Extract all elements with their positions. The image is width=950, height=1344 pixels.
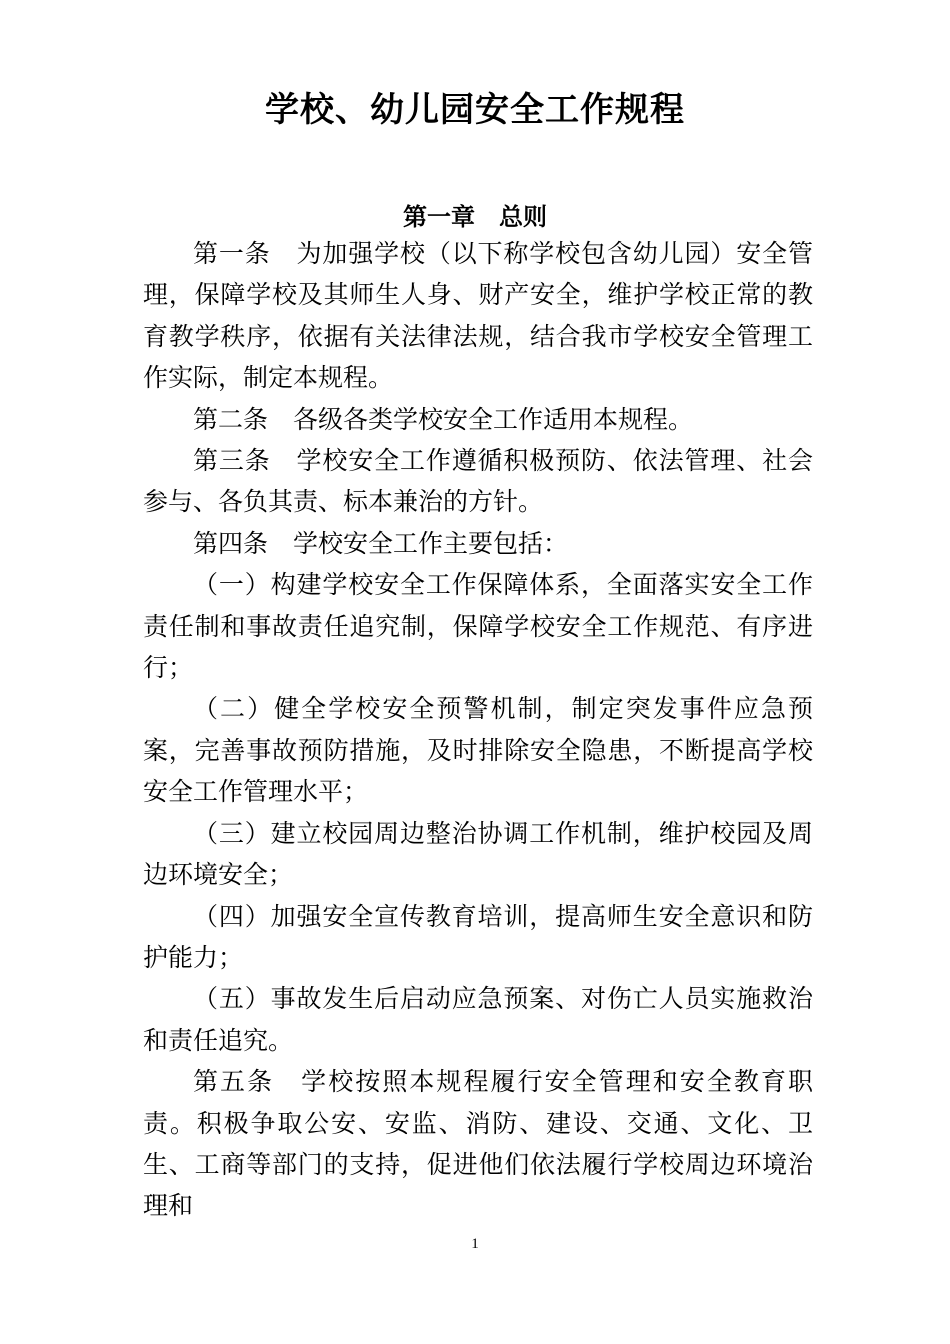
article-5-paragraph: 第五条 学校按照本规程履行安全管理和安全教育职责。积极争取公安、安监、消防、建设、交通、文化、卫生、工商等部门的支持，促进他们依法履行学校周边环境治理和 bbox=[143, 1067, 813, 1221]
article-3-paragraph: 第三条 学校安全工作遵循积极预防、依法管理、社会参与、各负其责、标本兼治的方针。 bbox=[143, 446, 813, 517]
article-4-paragraph: 第四条 学校安全工作主要包括： bbox=[193, 528, 569, 558]
article-4-item-1: （一）构建学校安全工作保障体系，全面落实安全工作责任制和事故责任追究制，保障学校安全工作规范、有序进行； bbox=[143, 570, 813, 683]
article-4-item-2: （二）健全学校安全预警机制，制定突发事件应急预案，完善事故预防措施，及时排除安全隐患，不断提高学校安全工作管理水平； bbox=[143, 694, 813, 807]
article-2-paragraph: 第二条 各级各类学校安全工作适用本规程。 bbox=[193, 404, 694, 434]
article-4-item-5: （五）事故发生后启动应急预案、对伤亡人员实施救治和责任追究。 bbox=[143, 984, 813, 1055]
chapter-heading: 第一章 总则 bbox=[403, 203, 547, 231]
article-4-item-4: （四）加强安全宣传教育培训，提高师生安全意识和防护能力； bbox=[143, 901, 813, 972]
article-1-paragraph: 第一条 为加强学校（以下称学校包含幼儿园）安全管理，保障学校及其师生人身、财产安全，维护学校正常的教育教学秩序，依据有关法律法规，结合我市学校安全管理工作实际，制定本规程。 bbox=[143, 239, 813, 393]
article-4-item-3: （三）建立校园周边整治协调工作机制，维护校园及周边环境安全； bbox=[143, 818, 813, 890]
page-number: 1 bbox=[471, 1236, 479, 1252]
document-title: 学校、幼儿园安全工作规程 bbox=[265, 90, 685, 130]
document-body bbox=[143, 233, 813, 1227]
